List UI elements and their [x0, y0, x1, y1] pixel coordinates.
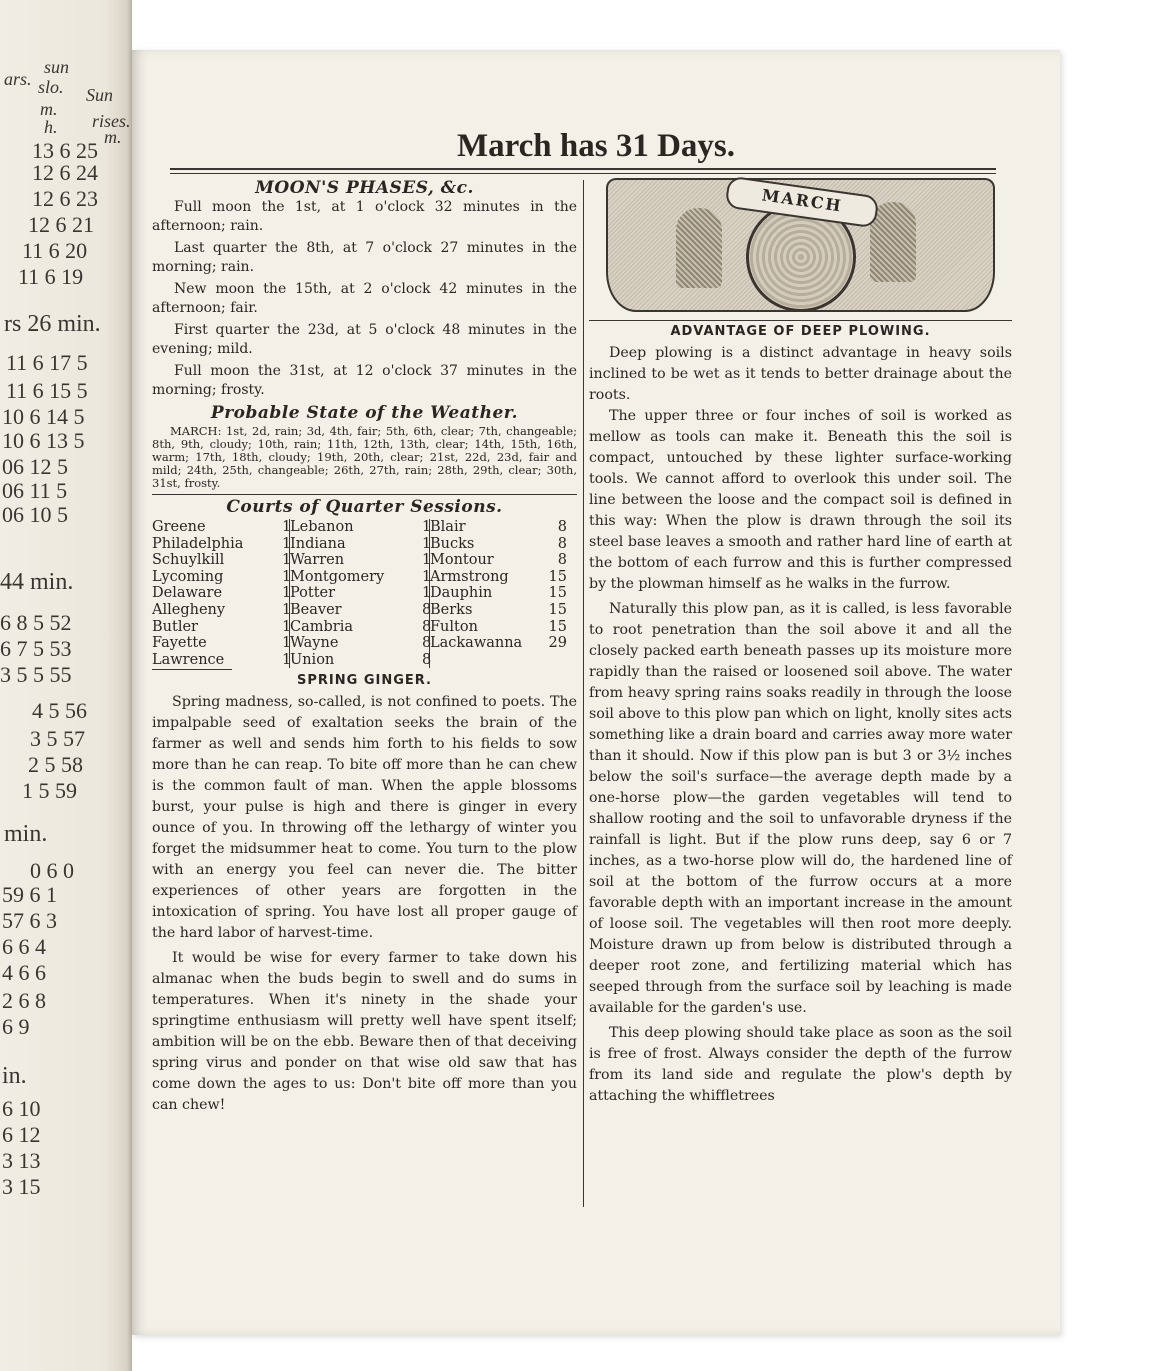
facing-page-fragment: 12 6 23 — [32, 186, 98, 211]
facing-page-fragment: in. — [2, 1063, 27, 1089]
court-day: 1 — [282, 635, 292, 652]
court-day: 29 — [548, 635, 567, 652]
facing-page-fragment: m. — [104, 127, 122, 147]
county-name: Butler — [152, 618, 198, 635]
column-divider — [583, 180, 584, 1207]
section-rule — [152, 494, 577, 495]
facing-page-fragment: 06 10 5 — [2, 502, 68, 527]
county-name: Allegheny — [152, 601, 226, 618]
court-day: 8 — [557, 552, 567, 569]
court-day: 8 — [422, 601, 432, 618]
facing-page-fragment: 11 6 19 — [18, 264, 84, 289]
moon-phase-line: New moon the 15th, at 2 o'clock 42 minutes in the afternoon; fair. — [152, 281, 577, 316]
court-day: 1 — [282, 585, 292, 602]
article-paragraph: Naturally this plow pan, as it is called, is less favorable to root penetration than the soil above it and all the closely packed earth beneath passes up its moisture more rapidly than the raised or loosened soil above. The water from heavy spring rains soaks readily in through the loose soil above to this plow pan which on light, knolly sites acts something like a drain board and carries away more water than it should. Now if this plow pan is but 3 or 3½ inches below the soil's surface—the average depth made by a one-horse plow—the garden vegetables will tend to shallow rooting and the soil to unfavorable dryness if the rainfall is light. But if the plow runs deep, say 6 or 7 inches, as a two-horse plow will do, the hardened line of soil at the bottom of the furrow occurs at a more favorable depth with an important increase in the amount of loose soil. The vegetables will then root more deeply. Moisture drawn up from below is distributed through a deeper root zone, and fertilizing material which has seeped through from the surface soil by leaching is made available for the garden's use. — [589, 601, 1012, 1016]
county-name: Philadelphia — [152, 535, 244, 552]
facing-page-fragment: 12 6 24 — [32, 160, 98, 185]
facing-page-fragment: min. — [4, 821, 48, 847]
facing-page-fragment: 3 15 — [2, 1174, 41, 1199]
facing-page-fragment: sun — [44, 57, 70, 77]
facing-page-fragment: 6 12 — [2, 1122, 41, 1147]
court-day: 1 — [282, 535, 292, 552]
county-name: Beaver — [290, 601, 342, 618]
court-day: 8 — [422, 651, 432, 668]
county-name: Armstrong — [430, 568, 509, 585]
courts-table — [152, 519, 577, 668]
article-paragraph: This deep plowing should take place as soon as the soil is free of frost. Always consider the depth of the furrow from its land side and regulate the plow's depth by attaching the whiffletrees — [589, 1025, 1012, 1104]
facing-page-fragment: 6 10 — [2, 1096, 41, 1121]
moon-phases-heading: MOON'S PHASES, &c. — [255, 178, 474, 198]
courts-section — [152, 497, 577, 668]
facing-page-fragment: 13 6 25 — [32, 138, 98, 163]
title-rule-bottom — [170, 173, 996, 174]
facing-page-fragment: m. — [40, 99, 58, 119]
court-day: 1 — [422, 552, 432, 569]
facing-page-fragment: 3 5 5 55 — [0, 662, 72, 687]
almanac-page — [132, 50, 1060, 1335]
moon-phase-line: First quarter the 23d, at 5 o'clock 48 minutes in the evening; mild. — [152, 322, 577, 357]
county-name: Indiana — [290, 535, 346, 552]
facing-page-fragment: 11 6 17 5 — [6, 350, 88, 375]
page-title: March has 31 Days. — [456, 128, 736, 164]
facing-page-fragment: 2 5 58 — [28, 752, 83, 777]
article-paragraph: Spring madness, so-called, is not confined to poets. The impalpable seed of exaltation seeks the brain of the farmer as well and sends him forth to his fields to sow more than he can reap. To bite off more than he can chew is the common fault of man. When the apple blossoms burst, your pulse is high and there is ginger in every ounce of you. In throwing off the lethargy of winter you forget the midsummer heat to come. You turn to the plow with an energy you feel can never die. The bitter experiences of other years are forgotten in the intoxication of spring. You have lost all proper gauge of the hard labor of harvest-time. — [152, 694, 577, 942]
facing-page-fragment: ars. — [4, 69, 32, 89]
county-name: Fayette — [152, 635, 207, 652]
facing-page-fragment: 11 6 15 5 — [6, 378, 88, 403]
court-day: 1 — [422, 535, 432, 552]
court-day: 1 — [282, 651, 292, 668]
weather-text: MARCH: 1st, 2d, rain; 3d, 4th, fair; 5th, 6th, clear; 7th, changeable; 8th, 9th, cloudy; 10th, rain; 11th, 12th, 13th, clear; 14th, 15th, 16th, warm; 17th, 18th, cloudy; 19th, 20th, clear; 21st, 22d, 23d, fair and mild; 24th, 25th, changeable; 26th, 27th, rain; 28th, 29th, clear; 30th, 31st, frosty. — [152, 424, 577, 490]
facing-page-fragment: rs 26 min. — [4, 311, 101, 337]
county-name: Bucks — [430, 535, 475, 552]
county-name: Lebanon — [290, 519, 354, 535]
section-rule — [152, 669, 232, 670]
court-day: 15 — [548, 618, 567, 635]
county-name: Cambria — [290, 618, 353, 635]
facing-page-fragment: Sun — [86, 85, 113, 105]
facing-page-fragment: 6 9 — [2, 1014, 30, 1039]
facing-page-fragment: 06 12 5 — [2, 454, 68, 479]
article-paragraph: It would be wise for every farmer to take down his almanac when the buds begin to swell and do sums in temperatures. When it's ninety in the shade your springtime enthusiasm will pretty well have spent itself; ambition will be on the ebb. Beware then of that deceiving spring virus and ponder on that wise old saw that has come down the ages to us: Don't bite off more than you can chew! — [152, 950, 577, 1114]
spring-ginger-heading: SPRING GINGER. — [297, 673, 432, 689]
court-day: 1 — [282, 568, 292, 585]
facing-page-fragment: 11 6 20 — [22, 238, 88, 263]
county-name: Montour — [430, 552, 494, 569]
court-day: 8 — [422, 635, 432, 652]
county-name: Delaware — [152, 585, 223, 602]
court-day: 15 — [548, 601, 567, 618]
court-day: 1 — [282, 618, 292, 635]
court-day: 1 — [422, 519, 432, 535]
facing-page-fragment: 4 5 56 — [32, 698, 87, 723]
facing-page-fragment: 1 5 59 — [22, 778, 77, 803]
facing-page-fragment: 0 6 0 — [30, 858, 74, 883]
right-column — [589, 178, 1012, 1107]
county-name: Greene — [152, 519, 206, 535]
facing-page-fragment: rises. — [92, 111, 131, 131]
county-name: Wayne — [290, 635, 339, 652]
moon-phase-line: Last quarter the 8th, at 7 o'clock 27 minutes in the morning; rain. — [152, 240, 577, 275]
county-name: Montgomery — [290, 568, 385, 585]
title-rule-top — [170, 168, 996, 170]
courts-heading: Courts of Quarter Sessions. — [226, 497, 503, 517]
county-name: Berks — [430, 601, 473, 618]
march-engraving-illustration — [606, 178, 995, 312]
facing-page-fragment: h. — [44, 117, 58, 137]
county-name: Fulton — [430, 618, 478, 635]
county-name: Lawrence — [152, 651, 225, 668]
court-day: 15 — [548, 568, 567, 585]
facing-page-fragment: 06 11 5 — [2, 478, 68, 503]
moon-phase-line: Full moon the 1st, at 1 o'clock 32 minutes in the afternoon; rain. — [152, 199, 577, 234]
facing-page-fragment: 10 6 14 5 — [2, 404, 85, 429]
article-paragraph: Deep plowing is a distinct advantage in heavy soils inclined to be wet as it tends to better drainage about the roots. — [589, 345, 1012, 403]
court-day: 1 — [282, 519, 292, 535]
county-name: Blair — [430, 519, 466, 535]
weather-section — [152, 403, 577, 490]
left-column — [152, 178, 577, 1116]
section-rule — [589, 320, 1012, 321]
facing-page-fragment: 57 6 3 — [2, 908, 57, 933]
facing-page-fragment: 59 6 1 — [2, 882, 57, 907]
facing-page-edge — [0, 0, 132, 1371]
court-day: 1 — [282, 552, 292, 569]
facing-page-fragment: 6 6 4 — [2, 934, 46, 959]
county-name: Lackawanna — [430, 635, 523, 652]
court-day: 8 — [557, 519, 567, 535]
facing-page-fragment: 10 6 13 5 — [2, 428, 85, 453]
court-day: 15 — [548, 585, 567, 602]
court-day: 8 — [557, 535, 567, 552]
moon-phases-section — [152, 178, 577, 400]
deep-plowing-heading: ADVANTAGE OF DEEP PLOWING. — [670, 324, 931, 339]
court-day: 1 — [422, 568, 432, 585]
court-day — [545, 652, 567, 669]
facing-page-fragment: 2 6 8 — [2, 988, 46, 1013]
county-name: Warren — [290, 552, 345, 569]
county-name — [430, 652, 545, 669]
county-name: Dauphin — [430, 585, 493, 602]
facing-page-fragment: 44 min. — [0, 569, 74, 595]
facing-page-fragment: 3 13 — [2, 1148, 41, 1173]
weather-heading: Probable State of the Weather. — [210, 403, 519, 423]
facing-page-fragment: 6 8 5 52 — [0, 610, 72, 635]
court-day: 8 — [422, 618, 432, 635]
facing-page-fragment: 4 6 6 — [2, 960, 46, 985]
county-name: Schuylkill — [152, 552, 225, 569]
court-day: 1 — [282, 601, 292, 618]
county-name: Lycoming — [152, 568, 224, 585]
spring-ginger-article — [152, 672, 577, 1116]
engraving-banner: MARCH — [725, 176, 880, 229]
facing-page-fragment: 3 5 57 — [30, 726, 85, 751]
court-day: 1 — [422, 585, 432, 602]
facing-page-fragment: 12 6 21 — [28, 212, 94, 237]
moon-phase-line: Full moon the 31st, at 12 o'clock 37 minutes in the morning; frosty. — [152, 363, 577, 398]
deep-plowing-article — [589, 323, 1012, 1107]
engraving-figure-left — [676, 208, 722, 288]
article-paragraph: The upper three or four inches of soil is worked as mellow as tools can make it. Beneath this the soil is compact, untouched by these lighter surface-working tools. We cannot afford to overlook this under soil. The line between the loose and the compact soil is defined in this way: When the plow is drawn through the soil its steel base leaves a smooth and rather hard line of earth at the bottom of each furrow and this is further compressed by the plowman himself as he walks in the furrow. — [589, 408, 1012, 592]
facing-page-fragment: slo. — [38, 77, 64, 97]
county-name: Potter — [290, 585, 336, 602]
facing-page-fragment: 6 7 5 53 — [0, 636, 72, 661]
county-name: Union — [290, 651, 335, 668]
